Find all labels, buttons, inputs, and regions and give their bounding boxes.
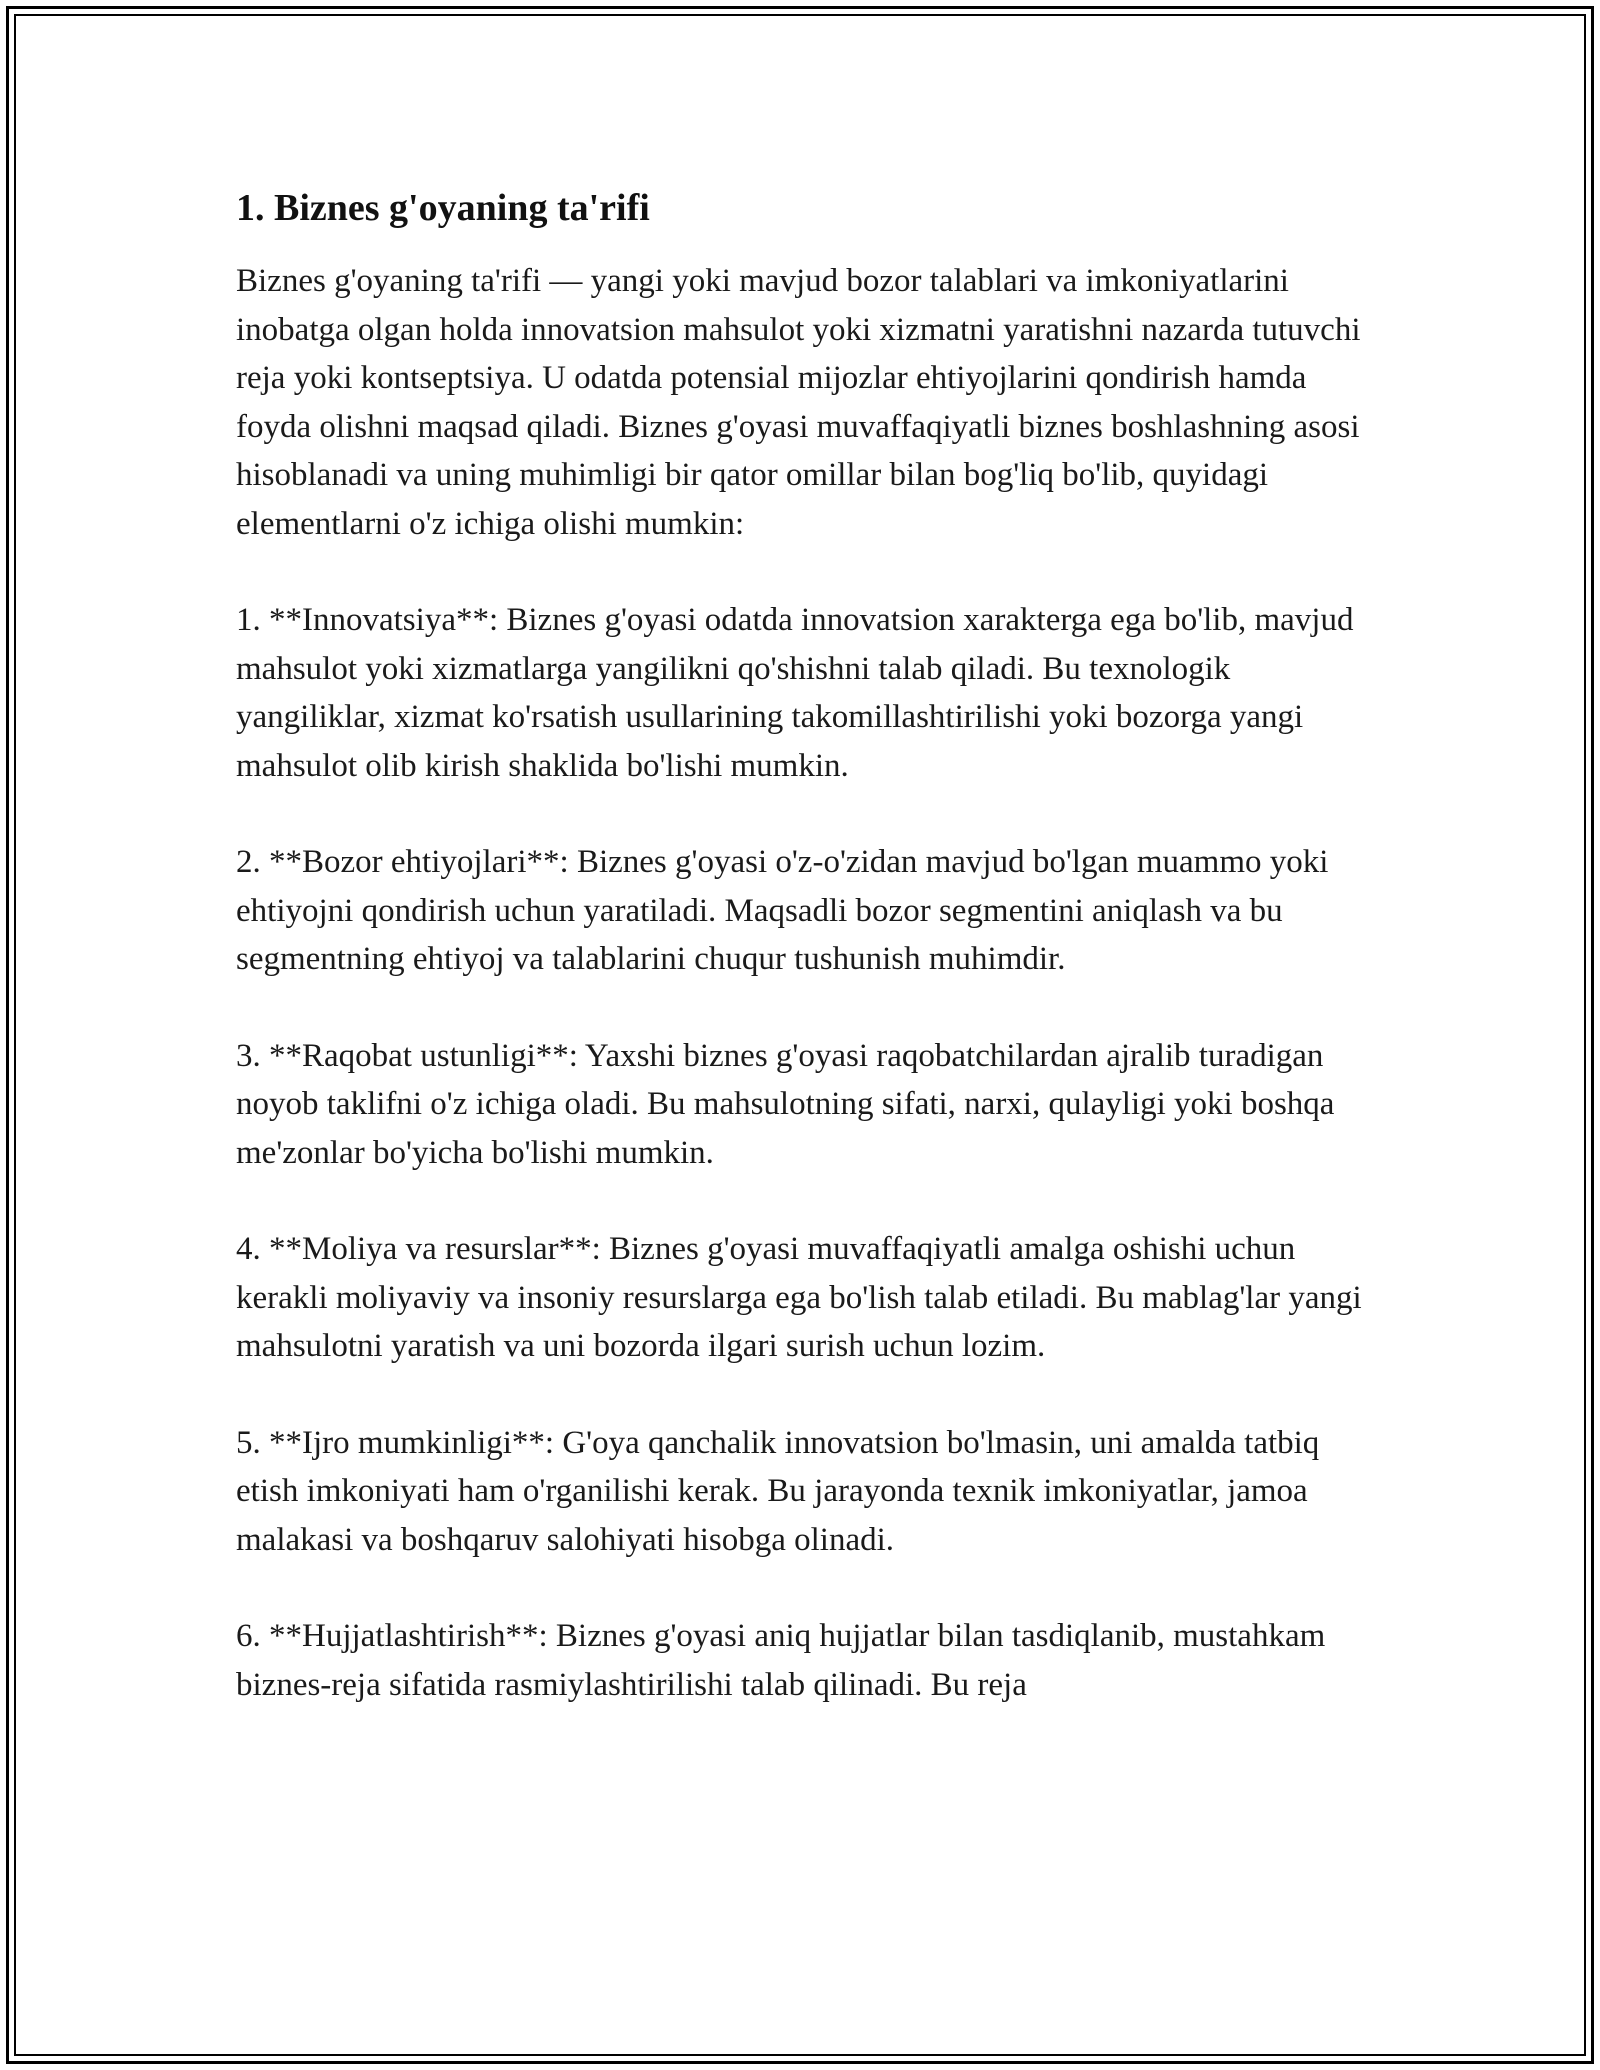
paragraph-bozor-ehtiyojlari: 2. **Bozor ehtiyojlari**: Biznes g'oyasi o'z-o'zidan mavjud bo'lgan muammo yoki ehtiyojni qondirish uchun yaratiladi. Maqsadli bozor segmentini aniqlash va bu segmentning ehtiyoj va talablarini chuqur tushunish muhimdir. bbox=[236, 844, 1329, 978]
intro-paragraph: Biznes g'oyaning ta'rifi — yangi yoki mavjud bozor talablari va imkoniyatlarini inobatga olgan holda innovatsion mahsulot yoki xizmatni yaratishni nazarda tutuvchi reja yoki kontseptsiya. U odatda potensial mijozlar ehtiyojlarini qondirish hamda foyda olishni maqsad qiladi. Biznes g'oyasi muvaffaqiyatli biznes boshlashning asosi hisoblanadi va uning muhimligi bir qator omillar bilan bog'liq bo'lib, quyidagi elementlarni o'z ichiga olishi mumkin: bbox=[236, 263, 1361, 542]
paragraph-innovatsiya: 1. **Innovatsiya**: Biznes g'oyasi odatda innovatsion xarakterga ega bo'lib, mavjud mahsulot yoki xizmatlarga yangilikni qo'shishni talab qiladi. Bu texnologik yangiliklar, xizmat ko'rsatish usullarining takomillashtirilishi yoki bozorga yangi mahsulot olib kirish shaklida bo'lishi mumkin. bbox=[236, 602, 1354, 784]
paragraph-ijro-mumkinligi: 5. **Ijro mumkinligi**: G'oya qanchalik innovatsion bo'lmasin, uni amalda tatbiq etish imkoniyati ham o'rganilishi kerak. Bu jarayonda texnik imkoniyatlar, jamoa malakasi va boshqaruv salohiyati hisobga olinadi. bbox=[236, 1424, 1320, 1558]
paragraph-moliya-va-resurslar: 4. **Moliya va resurslar**: Biznes g'oyasi muvaffaqiyatli amalga oshishi uchun kerakli moliyaviy va insoniy resurslarga ega bo'lish talab etiladi. Bu mablag'lar yangi mahsulotni yaratish va uni bozorda ilgari surish uchun lozim. bbox=[236, 1231, 1362, 1365]
paragraph-raqobat-ustunligi: 3. **Raqobat ustunligi**: Yaxshi biznes g'oyasi raqobatchilardan ajralib turadigan noyob taklifni o'z ichiga oladi. Bu mahsulotning sifati, narxi, qulayligi yoki boshqa me'zonlar bo'yicha bo'lishi mumkin. bbox=[236, 1037, 1335, 1171]
section-heading: 1. Biznes g'oyaning ta'rifi bbox=[236, 187, 650, 229]
paragraph-hujjatlashtirish: 6. **Hujjatlashtirish**: Biznes g'oyasi aniq hujjatlar bilan tasdiqlanib, mustahkam biznes-reja sifatida rasmiylashtirilishi talab qilinadi. Bu reja bbox=[236, 1618, 1326, 1703]
document-body bbox=[236, 184, 1376, 1757]
